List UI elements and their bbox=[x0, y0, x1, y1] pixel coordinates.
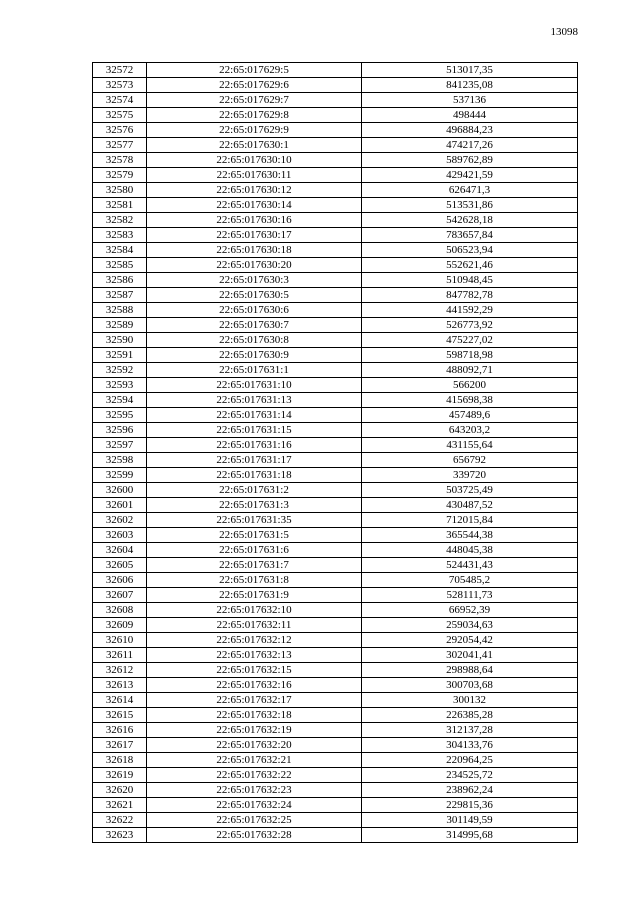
row-number-cell: 32619 bbox=[93, 768, 147, 783]
value-cell: 365544,38 bbox=[362, 528, 578, 543]
value-cell: 643203,2 bbox=[362, 423, 578, 438]
row-number-cell: 32613 bbox=[93, 678, 147, 693]
value-cell: 441592,29 bbox=[362, 303, 578, 318]
value-cell: 302041,41 bbox=[362, 648, 578, 663]
cadastral-number-cell: 22:65:017630:16 bbox=[147, 213, 362, 228]
table-row bbox=[93, 543, 578, 558]
table-row bbox=[93, 528, 578, 543]
row-number-cell: 32576 bbox=[93, 123, 147, 138]
cadastral-number-cell: 22:65:017630:10 bbox=[147, 153, 362, 168]
row-number-cell: 32605 bbox=[93, 558, 147, 573]
cadastral-number-cell: 22:65:017632:18 bbox=[147, 708, 362, 723]
value-cell: 566200 bbox=[362, 378, 578, 393]
cadastral-number-cell: 22:65:017632:12 bbox=[147, 633, 362, 648]
value-cell: 292054,42 bbox=[362, 633, 578, 648]
value-cell: 589762,89 bbox=[362, 153, 578, 168]
cadastral-number-cell: 22:65:017630:8 bbox=[147, 333, 362, 348]
page-number: 13098 bbox=[550, 26, 578, 38]
table-row bbox=[93, 333, 578, 348]
row-number-cell: 32614 bbox=[93, 693, 147, 708]
table-row bbox=[93, 738, 578, 753]
value-cell: 510948,45 bbox=[362, 273, 578, 288]
value-cell: 448045,38 bbox=[362, 543, 578, 558]
row-number-cell: 32593 bbox=[93, 378, 147, 393]
value-cell: 705485,2 bbox=[362, 573, 578, 588]
table-row bbox=[93, 153, 578, 168]
row-number-cell: 32601 bbox=[93, 498, 147, 513]
cadastral-number-cell: 22:65:017631:9 bbox=[147, 588, 362, 603]
cadastral-number-cell: 22:65:017632:16 bbox=[147, 678, 362, 693]
value-cell: 841235,08 bbox=[362, 78, 578, 93]
value-cell: 712015,84 bbox=[362, 513, 578, 528]
row-number-cell: 32595 bbox=[93, 408, 147, 423]
table-row bbox=[93, 633, 578, 648]
row-number-cell: 32602 bbox=[93, 513, 147, 528]
table-row bbox=[93, 618, 578, 633]
value-cell: 312137,28 bbox=[362, 723, 578, 738]
cadastral-number-cell: 22:65:017631:5 bbox=[147, 528, 362, 543]
row-number-cell: 32598 bbox=[93, 453, 147, 468]
value-cell: 259034,63 bbox=[362, 618, 578, 633]
cadastral-number-cell: 22:65:017630:7 bbox=[147, 318, 362, 333]
row-number-cell: 32585 bbox=[93, 258, 147, 273]
cadastral-number-cell: 22:65:017630:14 bbox=[147, 198, 362, 213]
table-row bbox=[93, 558, 578, 573]
table-row bbox=[93, 468, 578, 483]
table-row bbox=[93, 78, 578, 93]
row-number-cell: 32586 bbox=[93, 273, 147, 288]
value-cell: 524431,43 bbox=[362, 558, 578, 573]
table-row bbox=[93, 168, 578, 183]
cadastral-number-cell: 22:65:017631:15 bbox=[147, 423, 362, 438]
row-number-cell: 32587 bbox=[93, 288, 147, 303]
row-number-cell: 32580 bbox=[93, 183, 147, 198]
table-row bbox=[93, 783, 578, 798]
table-row bbox=[93, 663, 578, 678]
table-row bbox=[93, 288, 578, 303]
table-row bbox=[93, 138, 578, 153]
cadastral-number-cell: 22:65:017630:9 bbox=[147, 348, 362, 363]
cadastral-number-cell: 22:65:017630:6 bbox=[147, 303, 362, 318]
cadastral-number-cell: 22:65:017631:13 bbox=[147, 393, 362, 408]
row-number-cell: 32616 bbox=[93, 723, 147, 738]
table-row bbox=[93, 258, 578, 273]
table-row bbox=[93, 123, 578, 138]
cadastral-number-cell: 22:65:017631:3 bbox=[147, 498, 362, 513]
value-cell: 415698,38 bbox=[362, 393, 578, 408]
row-number-cell: 32579 bbox=[93, 168, 147, 183]
row-number-cell: 32615 bbox=[93, 708, 147, 723]
value-cell: 552621,46 bbox=[362, 258, 578, 273]
value-cell: 526773,92 bbox=[362, 318, 578, 333]
value-cell: 300703,68 bbox=[362, 678, 578, 693]
value-cell: 496884,23 bbox=[362, 123, 578, 138]
cadastral-number-cell: 22:65:017632:23 bbox=[147, 783, 362, 798]
cadastral-number-cell: 22:65:017631:1 bbox=[147, 363, 362, 378]
row-number-cell: 32575 bbox=[93, 108, 147, 123]
row-number-cell: 32608 bbox=[93, 603, 147, 618]
cadastral-number-cell: 22:65:017631:14 bbox=[147, 408, 362, 423]
cadastral-number-cell: 22:65:017632:13 bbox=[147, 648, 362, 663]
row-number-cell: 32603 bbox=[93, 528, 147, 543]
table-row bbox=[93, 303, 578, 318]
row-number-cell: 32599 bbox=[93, 468, 147, 483]
cadastral-number-cell: 22:65:017631:6 bbox=[147, 543, 362, 558]
value-cell: 513531,86 bbox=[362, 198, 578, 213]
value-cell: 229815,36 bbox=[362, 798, 578, 813]
table-row bbox=[93, 753, 578, 768]
row-number-cell: 32620 bbox=[93, 783, 147, 798]
table-row bbox=[93, 498, 578, 513]
cadastral-number-cell: 22:65:017632:21 bbox=[147, 753, 362, 768]
table-row bbox=[93, 318, 578, 333]
cadastral-number-cell: 22:65:017632:28 bbox=[147, 828, 362, 843]
row-number-cell: 32611 bbox=[93, 648, 147, 663]
value-cell: 66952,39 bbox=[362, 603, 578, 618]
row-number-cell: 32577 bbox=[93, 138, 147, 153]
table-row bbox=[93, 693, 578, 708]
cadastral-number-cell: 22:65:017629:9 bbox=[147, 123, 362, 138]
cadastral-number-cell: 22:65:017630:11 bbox=[147, 168, 362, 183]
row-number-cell: 32618 bbox=[93, 753, 147, 768]
cadastral-number-cell: 22:65:017629:8 bbox=[147, 108, 362, 123]
table-row bbox=[93, 828, 578, 843]
cadastral-number-cell: 22:65:017632:20 bbox=[147, 738, 362, 753]
cadastral-number-cell: 22:65:017632:25 bbox=[147, 813, 362, 828]
row-number-cell: 32622 bbox=[93, 813, 147, 828]
value-cell: 220964,25 bbox=[362, 753, 578, 768]
value-cell: 429421,59 bbox=[362, 168, 578, 183]
cadastral-number-cell: 22:65:017630:1 bbox=[147, 138, 362, 153]
value-cell: 304133,76 bbox=[362, 738, 578, 753]
table-row bbox=[93, 513, 578, 528]
cadastral-number-cell: 22:65:017631:10 bbox=[147, 378, 362, 393]
table-row bbox=[93, 363, 578, 378]
table-row bbox=[93, 438, 578, 453]
value-cell: 506523,94 bbox=[362, 243, 578, 258]
table-row bbox=[93, 198, 578, 213]
cadastral-number-cell: 22:65:017629:6 bbox=[147, 78, 362, 93]
cadastral-number-cell: 22:65:017630:17 bbox=[147, 228, 362, 243]
cadastral-number-cell: 22:65:017631:17 bbox=[147, 453, 362, 468]
cadastral-number-cell: 22:65:017629:7 bbox=[147, 93, 362, 108]
cadastral-number-cell: 22:65:017630:12 bbox=[147, 183, 362, 198]
cadastral-number-cell: 22:65:017630:5 bbox=[147, 288, 362, 303]
value-cell: 300132 bbox=[362, 693, 578, 708]
cadastral-number-cell: 22:65:017631:8 bbox=[147, 573, 362, 588]
table-row bbox=[93, 228, 578, 243]
row-number-cell: 32574 bbox=[93, 93, 147, 108]
table-row bbox=[93, 453, 578, 468]
cadastral-number-cell: 22:65:017632:17 bbox=[147, 693, 362, 708]
data-table bbox=[92, 62, 578, 843]
row-number-cell: 32590 bbox=[93, 333, 147, 348]
row-number-cell: 32581 bbox=[93, 198, 147, 213]
table-row bbox=[93, 108, 578, 123]
value-cell: 301149,59 bbox=[362, 813, 578, 828]
cadastral-number-cell: 22:65:017632:11 bbox=[147, 618, 362, 633]
row-number-cell: 32604 bbox=[93, 543, 147, 558]
table-row bbox=[93, 573, 578, 588]
table-row bbox=[93, 768, 578, 783]
value-cell: 847782,78 bbox=[362, 288, 578, 303]
value-cell: 474217,26 bbox=[362, 138, 578, 153]
value-cell: 598718,98 bbox=[362, 348, 578, 363]
row-number-cell: 32621 bbox=[93, 798, 147, 813]
value-cell: 498444 bbox=[362, 108, 578, 123]
cadastral-number-cell: 22:65:017631:2 bbox=[147, 483, 362, 498]
value-cell: 298988,64 bbox=[362, 663, 578, 678]
table-row bbox=[93, 408, 578, 423]
row-number-cell: 32583 bbox=[93, 228, 147, 243]
table-row bbox=[93, 423, 578, 438]
table-row bbox=[93, 378, 578, 393]
row-number-cell: 32592 bbox=[93, 363, 147, 378]
cadastral-number-cell: 22:65:017630:18 bbox=[147, 243, 362, 258]
value-cell: 234525,72 bbox=[362, 768, 578, 783]
cadastral-number-cell: 22:65:017631:35 bbox=[147, 513, 362, 528]
value-cell: 537136 bbox=[362, 93, 578, 108]
row-number-cell: 32597 bbox=[93, 438, 147, 453]
cadastral-number-cell: 22:65:017630:3 bbox=[147, 273, 362, 288]
cadastral-number-cell: 22:65:017631:18 bbox=[147, 468, 362, 483]
value-cell: 488092,71 bbox=[362, 363, 578, 378]
row-number-cell: 32600 bbox=[93, 483, 147, 498]
table-row bbox=[93, 63, 578, 78]
table-row bbox=[93, 813, 578, 828]
row-number-cell: 32591 bbox=[93, 348, 147, 363]
cadastral-number-cell: 22:65:017629:5 bbox=[147, 63, 362, 78]
row-number-cell: 32588 bbox=[93, 303, 147, 318]
value-cell: 542628,18 bbox=[362, 213, 578, 228]
table-row bbox=[93, 678, 578, 693]
cadastral-number-cell: 22:65:017632:15 bbox=[147, 663, 362, 678]
table-row bbox=[93, 483, 578, 498]
table-row bbox=[93, 648, 578, 663]
value-cell: 513017,35 bbox=[362, 63, 578, 78]
value-cell: 339720 bbox=[362, 468, 578, 483]
table-row bbox=[93, 348, 578, 363]
row-number-cell: 32582 bbox=[93, 213, 147, 228]
value-cell: 430487,52 bbox=[362, 498, 578, 513]
table-row bbox=[93, 243, 578, 258]
table-row bbox=[93, 723, 578, 738]
row-number-cell: 32607 bbox=[93, 588, 147, 603]
value-cell: 528111,73 bbox=[362, 588, 578, 603]
row-number-cell: 32606 bbox=[93, 573, 147, 588]
value-cell: 226385,28 bbox=[362, 708, 578, 723]
cadastral-number-cell: 22:65:017632:10 bbox=[147, 603, 362, 618]
value-cell: 431155,64 bbox=[362, 438, 578, 453]
table-row bbox=[93, 93, 578, 108]
row-number-cell: 32584 bbox=[93, 243, 147, 258]
row-number-cell: 32612 bbox=[93, 663, 147, 678]
row-number-cell: 32578 bbox=[93, 153, 147, 168]
value-cell: 783657,84 bbox=[362, 228, 578, 243]
row-number-cell: 32572 bbox=[93, 63, 147, 78]
cadastral-number-cell: 22:65:017632:22 bbox=[147, 768, 362, 783]
table-row bbox=[93, 273, 578, 288]
row-number-cell: 32589 bbox=[93, 318, 147, 333]
cadastral-number-cell: 22:65:017632:24 bbox=[147, 798, 362, 813]
value-cell: 238962,24 bbox=[362, 783, 578, 798]
value-cell: 457489,6 bbox=[362, 408, 578, 423]
table-row bbox=[93, 393, 578, 408]
value-cell: 503725,49 bbox=[362, 483, 578, 498]
row-number-cell: 32594 bbox=[93, 393, 147, 408]
table-body bbox=[93, 63, 578, 843]
value-cell: 475227,02 bbox=[362, 333, 578, 348]
row-number-cell: 32573 bbox=[93, 78, 147, 93]
cadastral-number-cell: 22:65:017631:7 bbox=[147, 558, 362, 573]
row-number-cell: 32617 bbox=[93, 738, 147, 753]
cadastral-number-cell: 22:65:017630:20 bbox=[147, 258, 362, 273]
table-row bbox=[93, 798, 578, 813]
table-row bbox=[93, 708, 578, 723]
row-number-cell: 32609 bbox=[93, 618, 147, 633]
value-cell: 656792 bbox=[362, 453, 578, 468]
row-number-cell: 32596 bbox=[93, 423, 147, 438]
value-cell: 314995,68 bbox=[362, 828, 578, 843]
row-number-cell: 32610 bbox=[93, 633, 147, 648]
value-cell: 626471,3 bbox=[362, 183, 578, 198]
row-number-cell: 32623 bbox=[93, 828, 147, 843]
table-row bbox=[93, 588, 578, 603]
cadastral-number-cell: 22:65:017632:19 bbox=[147, 723, 362, 738]
table-row bbox=[93, 183, 578, 198]
table-row bbox=[93, 603, 578, 618]
table-row bbox=[93, 213, 578, 228]
cadastral-number-cell: 22:65:017631:16 bbox=[147, 438, 362, 453]
